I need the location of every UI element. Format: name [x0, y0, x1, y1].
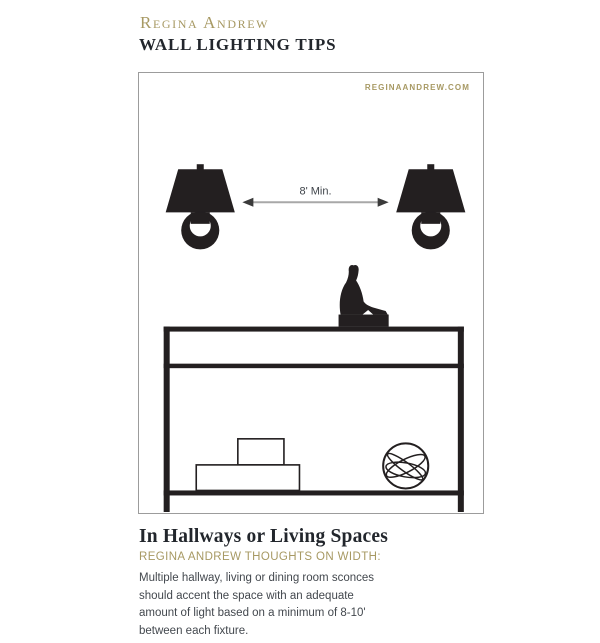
footer-line: amount of light based on a minimum of 8-10' [139, 607, 366, 619]
stacked-boxes-icon [196, 439, 299, 491]
footer-line: Multiple hallway, living or dining room sconces [139, 572, 375, 584]
wall-sconce-right-icon [396, 164, 465, 249]
wall-sconce-left-icon [166, 164, 235, 249]
diagram-frame [138, 72, 484, 514]
footer-subheading: REGINA ANDREW THOUGHTS ON WIDTH: [139, 551, 381, 563]
footer-line: between each fixture. [139, 624, 249, 637]
brand-wordmark: Regina Andrew [140, 13, 270, 32]
footer-line: should accent the space with an adequate [139, 589, 354, 602]
footer-heading: In Hallways or Living Spaces [139, 526, 389, 547]
site-link: REGINAANDREW.COM [364, 83, 470, 92]
decorative-orb-icon [383, 443, 428, 488]
footer-paragraph [139, 570, 374, 640]
arrow-label: 8' Min. [299, 185, 332, 198]
page-title: WALL LIGHTING TIPS [139, 35, 337, 54]
sculpture-icon [339, 265, 389, 327]
diagram-illustration [139, 73, 483, 513]
spacing-arrow-icon [242, 185, 388, 207]
